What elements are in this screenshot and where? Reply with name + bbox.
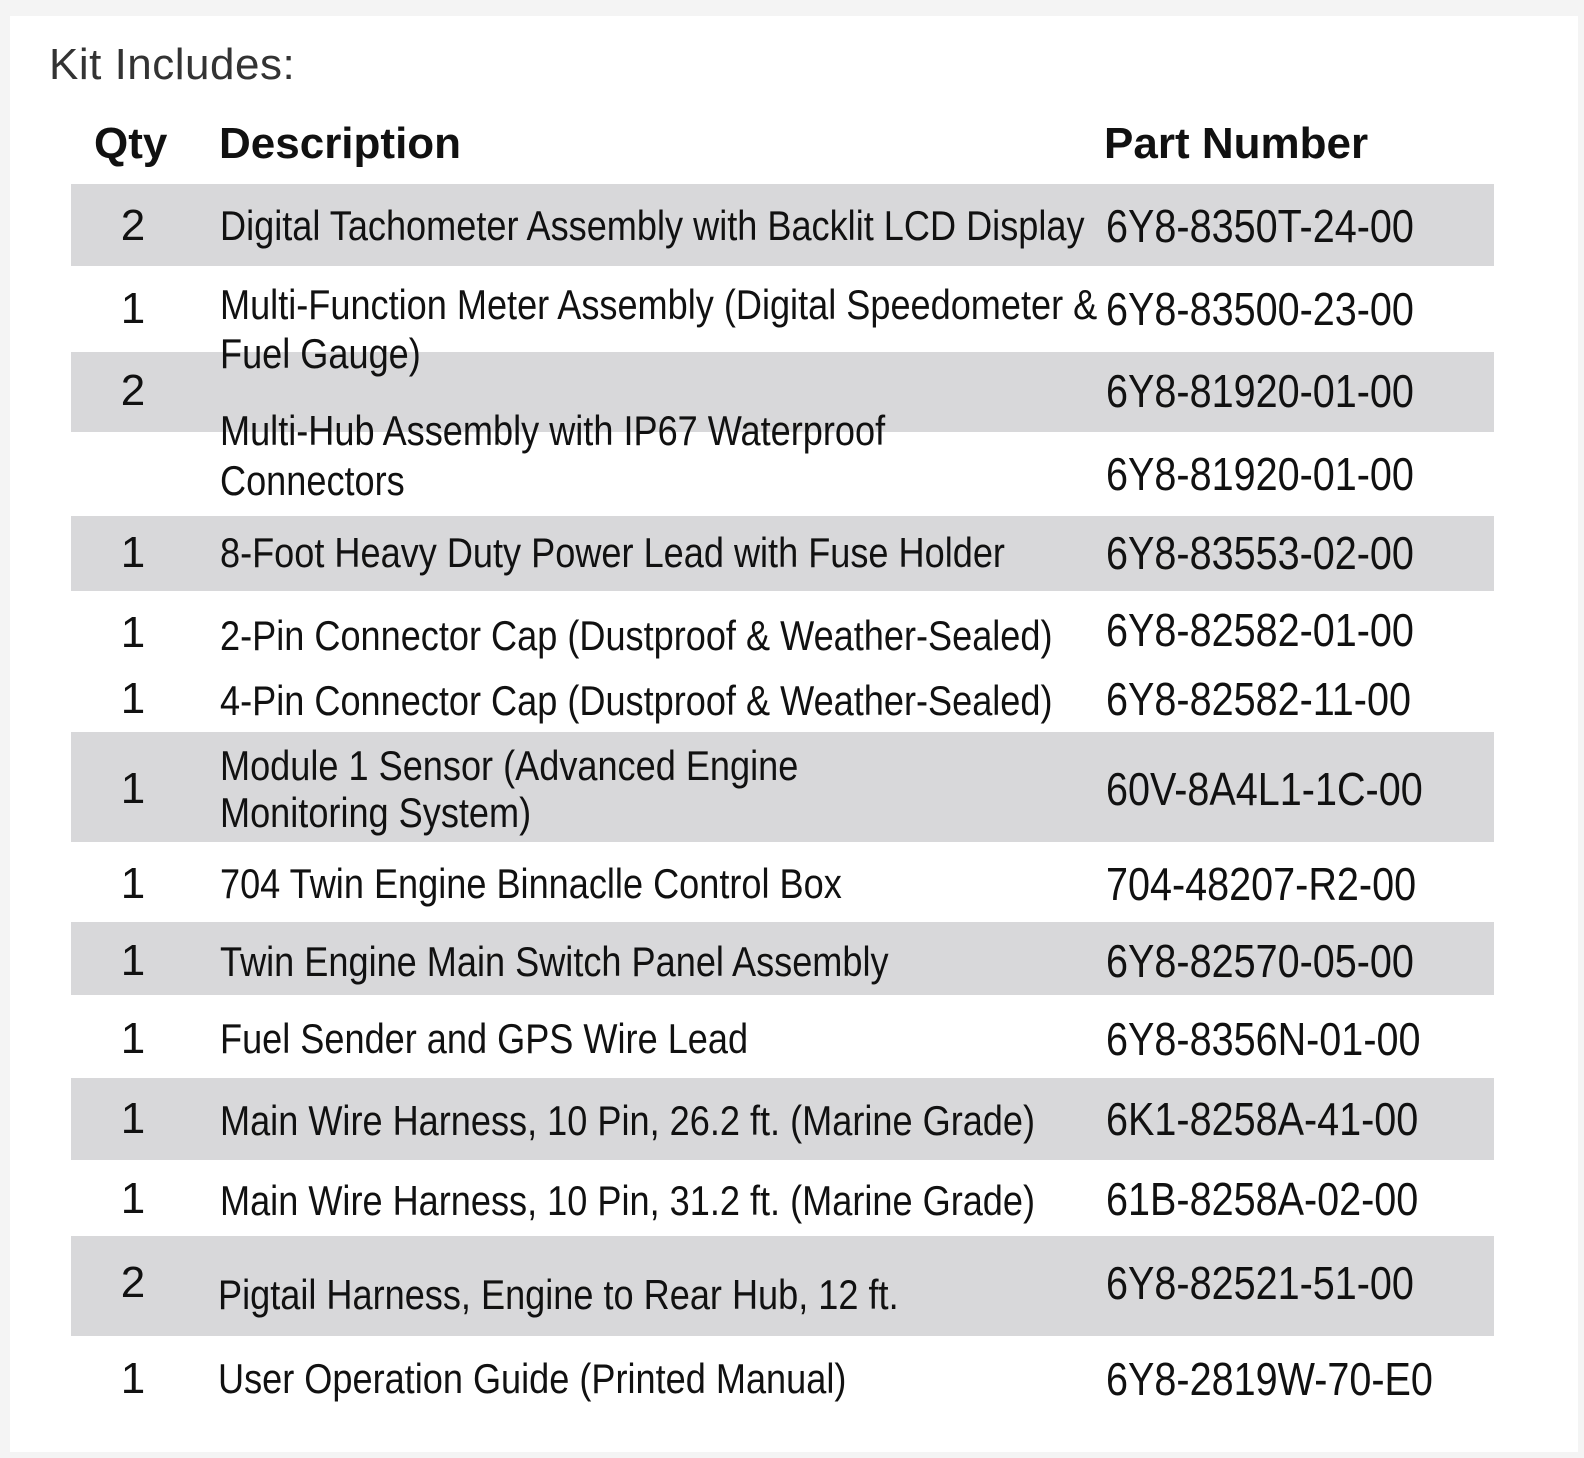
row-part-number: 704-48207-R2-00 <box>1106 858 1417 910</box>
row-part-number: 6Y8-8356N-01-00 <box>1106 1013 1421 1065</box>
row-description: Main Wire Harness, 10 Pin, 26.2 ft. (Marine Grade) <box>220 1097 1036 1144</box>
row-description: Digital Tachometer Assembly with Backlit LCD Display <box>220 202 1085 249</box>
row-part-number: 6Y8-82570-05-00 <box>1106 935 1414 987</box>
row-qty: 1 <box>120 284 146 333</box>
row-part-number: 6Y8-2819W-70-E0 <box>1106 1353 1433 1405</box>
row-description: 2-Pin Connector Cap (Dustproof & Weather-Sealed) <box>220 612 1053 659</box>
row-part-number: 61B-8258A-02-00 <box>1106 1173 1419 1225</box>
row-part-number: 6Y8-82582-01-00 <box>1106 604 1414 656</box>
row-qty: 2 <box>120 1258 146 1307</box>
description-header: Description <box>219 119 462 168</box>
row-description-cont: Connectors <box>220 457 405 504</box>
row-part-number: 60V-8A4L1-1C-00 <box>1106 763 1423 815</box>
row-qty: 1 <box>120 764 146 813</box>
row-description: Pigtail Harness, Engine to Rear Hub, 12 ft. <box>218 1271 899 1318</box>
kit-title: Kit Includes: <box>49 40 296 89</box>
qty-header: Qty <box>94 119 168 168</box>
row-qty: 1 <box>120 859 146 908</box>
row-description: Module 1 Sensor (Advanced Engine <box>220 742 799 789</box>
row-qty: 1 <box>120 528 146 577</box>
row-part-number: 6K1-8258A-41-00 <box>1106 1093 1419 1145</box>
row-qty: 1 <box>120 1014 146 1063</box>
row-part-number: 6Y8-82582-11-00 <box>1106 673 1411 725</box>
kit-card <box>10 16 1578 1452</box>
row-description-cont: Monitoring System) <box>220 789 532 836</box>
row-part-number: 6Y8-83553-02-00 <box>1106 527 1414 579</box>
row-description: Main Wire Harness, 10 Pin, 31.2 ft. (Marine Grade) <box>220 1177 1036 1224</box>
part-number-header: Part Number <box>1104 119 1369 168</box>
row-qty: 1 <box>120 1174 146 1223</box>
row-description: Fuel Sender and GPS Wire Lead <box>220 1015 749 1062</box>
row-description: 704 Twin Engine Binnaclle Control Box <box>220 860 842 907</box>
row-description: Multi-Hub Assembly with IP67 Waterproof <box>220 407 886 454</box>
row-qty: 2 <box>120 366 146 415</box>
row-part-number: 6Y8-81920-01-00 <box>1106 365 1414 417</box>
row-description: 4-Pin Connector Cap (Dustproof & Weather-Sealed) <box>220 677 1053 724</box>
row-description: Multi-Function Meter Assembly (Digital Speedometer & <box>220 281 1098 328</box>
row-qty: 1 <box>120 674 146 723</box>
row-qty: 1 <box>120 1094 146 1143</box>
row-description: User Operation Guide (Printed Manual) <box>218 1355 847 1402</box>
row-description: 8-Foot Heavy Duty Power Lead with Fuse Holder <box>220 529 1005 576</box>
row-part-number: 6Y8-82521-51-00 <box>1106 1257 1414 1309</box>
row-description: Twin Engine Main Switch Panel Assembly <box>220 938 889 985</box>
row-qty: 1 <box>120 608 146 657</box>
row-description-cont: Fuel Gauge) <box>220 330 421 377</box>
row-part-number: 6Y8-8350T-24-00 <box>1106 200 1414 252</box>
row-part-number-2: 6Y8-81920-01-00 <box>1106 448 1414 500</box>
row-qty: 2 <box>120 201 146 250</box>
row-qty: 1 <box>120 1354 146 1403</box>
row-qty: 1 <box>120 936 146 985</box>
row-part-number: 6Y8-83500-23-00 <box>1106 283 1414 335</box>
